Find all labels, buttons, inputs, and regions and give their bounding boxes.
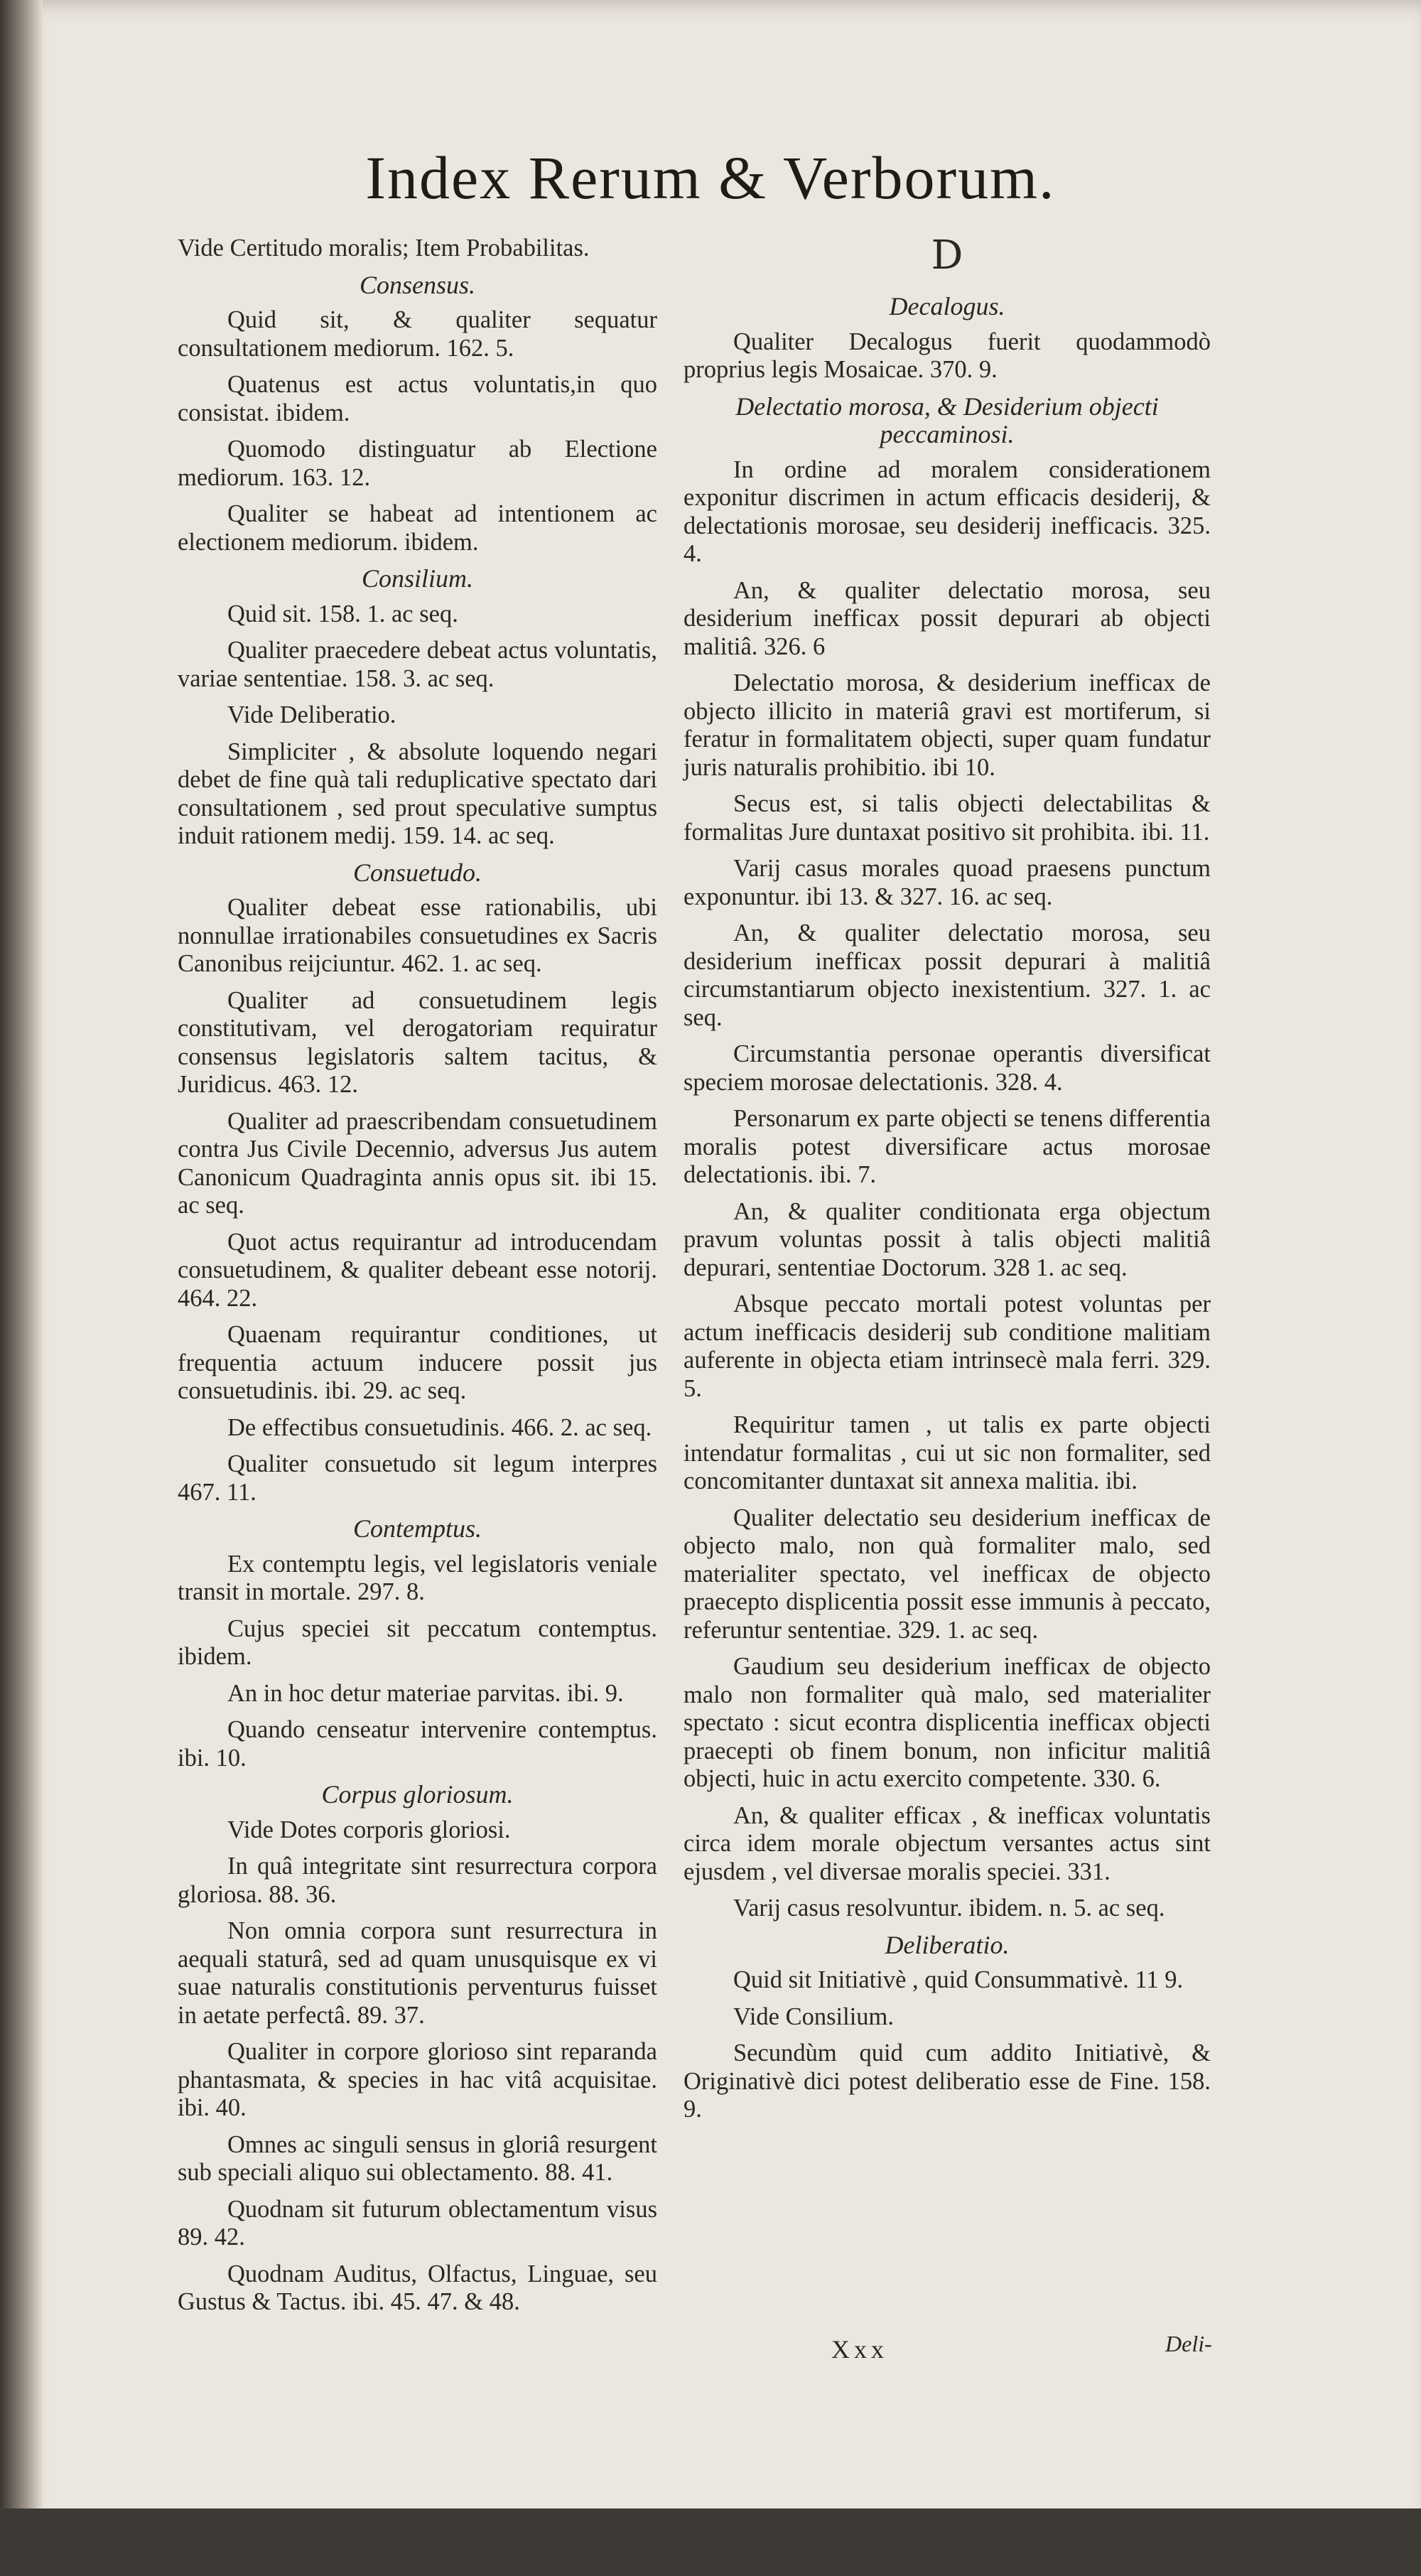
index-entry: Quot actus requirantur ad introducendam consuetudinem, & qualiter debeant esse notorij. 464. 22. (178, 1228, 657, 1312)
index-entry: An in hoc detur materiae parvitas. ibi. 9. (227, 1679, 624, 1707)
index-entry: Qualiter debeat esse rationabilis, ubi nonnullae irrationabiles consuetudines ex Sacris Canonibus reijciuntur. 462. 1. ac seq. (178, 894, 657, 977)
index-heading: Consuetudo. (352, 858, 482, 887)
signature-mark: Xxx (831, 2335, 888, 2364)
index-entry: Quodnam sit futurum oblectamentum visus 89. 42. (178, 2195, 657, 2251)
index-entry: Qualiter ad consuetudinem legis constitutivam, vel derogatoriam requiratur consensus legislatoris saltem tacitus, & Juridicus. 463. 12. (178, 986, 657, 1098)
index-entry: Circumstantia personae operantis diversificat speciem morosae delectationis. 328. 4. (684, 1040, 1211, 1096)
index-entry: Cujus speciei sit peccatum contemptus. ibidem. (178, 1615, 657, 1670)
index-entry: Qualiter in corpore glorioso sint reparanda phantasmata, & species in hac vitâ acquisitae. ibi. 40. (178, 2038, 657, 2121)
index-entry: An, & qualiter delectatio morosa, seu desiderium inefficax possit depurari ab objecti malitiâ. 326. 6 (684, 576, 1211, 660)
catchword: Deli- (1165, 2331, 1212, 2356)
index-entry: Qualiter Decalogus fuerit quodammodò proprius legis Mosaicae. 370. 9. (684, 328, 1211, 383)
index-heading: Decalogus. (889, 292, 1005, 320)
index-entry: Varij casus resolvuntur. ibidem. n. 5. ac seq. (733, 1895, 1165, 1922)
section-letter: D (931, 232, 963, 279)
index-entry: Vide Dotes corporis gloriosi. (227, 1816, 511, 1843)
index-entry: Personarum ex parte objecti se tenens differentia moralis potest diversificare actus morosae delectationis. ibi. 7. (684, 1105, 1211, 1188)
index-heading: Deliberatio. (885, 1930, 1010, 1959)
index-entry: Qualiter ad praescribendam consuetudinem contra Jus Civile Decennio, adversus Jus autem Canonicum Quadraginta annis opus sit. ibi 15. ac seq. (178, 1107, 657, 1219)
index-heading: Contemptus. (352, 1514, 482, 1543)
index-entry: Qualiter praecedere debeat actus voluntatis, variae sententiae. 158. 3. ac seq. (178, 637, 657, 692)
index-entry: Absque peccato mortali potest voluntas per actum inefficacis desiderij sub conditione malitiam auferente in objecta etiam intrinsecè mala ferri. 329. 5. (684, 1290, 1211, 1402)
index-entry: Qualiter delectatio seu desiderium inefficax de objecto malo, non quà formaliter malo, sed materialiter spectato, vel inefficax de objecto praecepto displicentia possit esse immunis à peccato, referuntur sententiae. 329. 1. ac seq. (684, 1504, 1211, 1644)
index-entry: Delectatio morosa, & desiderium inefficax de objecto illicito in materiâ gravi est mortiferum, si feratur in formalitatem objecti, super quam fundatur juris naturalis prohibitio. ibi 10. (684, 669, 1211, 781)
index-entry: Vide Deliberatio. (227, 701, 396, 728)
index-entry: De effectibus consuetudinis. 466. 2. ac seq. (227, 1413, 652, 1441)
index-entry: Varij casus morales quoad praesens punctum exponuntur. ibi 13. & 327. 16. ac seq. (684, 855, 1211, 910)
index-entry: Omnes ac singuli sensus in gloriâ resurgent sub speciali aliquo sui oblectamento. 88. 41. (178, 2130, 657, 2186)
right-column (684, 232, 1211, 2133)
index-entry: Vide Consilium. (733, 2003, 895, 2030)
index-entry: An, & qualiter efficax , & inefficax voluntatis circa idem morale objectum versantes actus sint ejusdem , vel diversae moralis speciei. 331. (684, 1801, 1211, 1885)
index-entry: Qualiter consuetudo sit legum interpres 467. 11. (178, 1450, 657, 1506)
left-column (178, 235, 657, 2325)
index-entry: Requiritur tamen , ut talis ex parte objecti intendatur formalitas , cui ut sic non formaliter, sed concomitanter duntaxat sit annexa malitia. ibi. (684, 1411, 1211, 1494)
index-entry: Vide Certitudo moralis; Item Probabilitas. (178, 235, 590, 262)
index-heading: Consilium. (361, 564, 474, 593)
index-entry: Qualiter se habeat ad intentionem ac electionem mediorum. ibidem. (178, 500, 657, 556)
index-entry: In ordine ad moralem considerationem exponitur discrimen in actum efficacis desiderij, & delectationis morosae, seu desiderij inefficacis. 325. 4. (684, 456, 1211, 567)
index-entry: Simpliciter , & absolute loquendo negari debet de fine quà tali reduplicative spectato dari consultationem , sed prout speculative sumptus induit rationem medij. 159. 14. ac seq. (178, 738, 657, 849)
index-entry: Quid sit. 158. 1. ac seq. (227, 600, 458, 627)
index-entry: Gaudium seu desiderium inefficax de objecto malo non formaliter quà malo, sed materialiter spectato : sicut econtra displicentia inefficax objecti praecepti ob finem bonum, non inficitur malitiâ objecti, huic in actu exercito competente. 330. 6. (684, 1653, 1211, 1792)
index-heading: Delectatio morosa, & Desiderium objecti peccaminosi. (735, 392, 1159, 448)
index-entry: Quid sit Initiativè , quid Consummativè. 11 9. (733, 1966, 1184, 1993)
index-entry: An, & qualiter delectatio morosa, seu desiderium inefficax possit depurari à malitiâ circumstantiarum objecto inexistentium. 327. 1. ac seq. (684, 920, 1211, 1031)
index-entry: An, & qualiter conditionata erga objectum pravum voluntas possit à talis objecti malitiâ depurari, sententiae Doctorum. 328 1. ac seq. (684, 1197, 1211, 1281)
page-title: Index Rerum & Verborum. (365, 144, 1056, 212)
index-entry: Quodnam Auditus, Olfactus, Linguae, seu Gustus & Tactus. ibi. 45. 47. & 48. (178, 2260, 657, 2315)
index-entry: In quâ integritate sint resurrectura corpora gloriosa. 88. 36. (178, 1853, 657, 1908)
index-entry: Quatenus est actus voluntatis,in quo consistat. ibidem. (178, 371, 657, 426)
index-entry: Secus est, si talis objecti delectabilitas & formalitas Jure duntaxat positivo sit prohibita. ibi. 11. (684, 790, 1211, 846)
index-entry: Secundùm quid cum addito Initiativè, & Originativè dici potest deliberatio esse de Fine. 158. 9. (684, 2039, 1211, 2123)
index-entry: Ex contemptu legis, vel legislatoris veniale transit in mortale. 297. 8. (178, 1550, 657, 1605)
index-entry: Quando censeatur intervenire contemptus. ibi. 10. (178, 1716, 657, 1772)
book-binding (0, 0, 43, 2576)
index-entry: Non omnia corpora sunt resurrectura in aequali staturâ, sed ad quam unusquisque ex vi suae naturalis constitutionis perventurus fuisset in aetate perfectâ. 89. 37. (178, 1917, 657, 2029)
index-entry: Quid sit, & qualiter sequatur consultationem mediorum. 162. 5. (178, 306, 657, 362)
bottom-edge (0, 2508, 1421, 2576)
index-heading: Consensus. (359, 270, 476, 299)
index-entry: Quomodo distinguatur ab Electione mediorum. 163. 12. (178, 436, 657, 491)
index-heading: Corpus gloriosum. (321, 1780, 514, 1809)
index-entry: Quaenam requirantur conditiones, ut frequentia actuum inducere possit jus consuetudinis. ibi. 29. ac seq. (178, 1321, 657, 1404)
